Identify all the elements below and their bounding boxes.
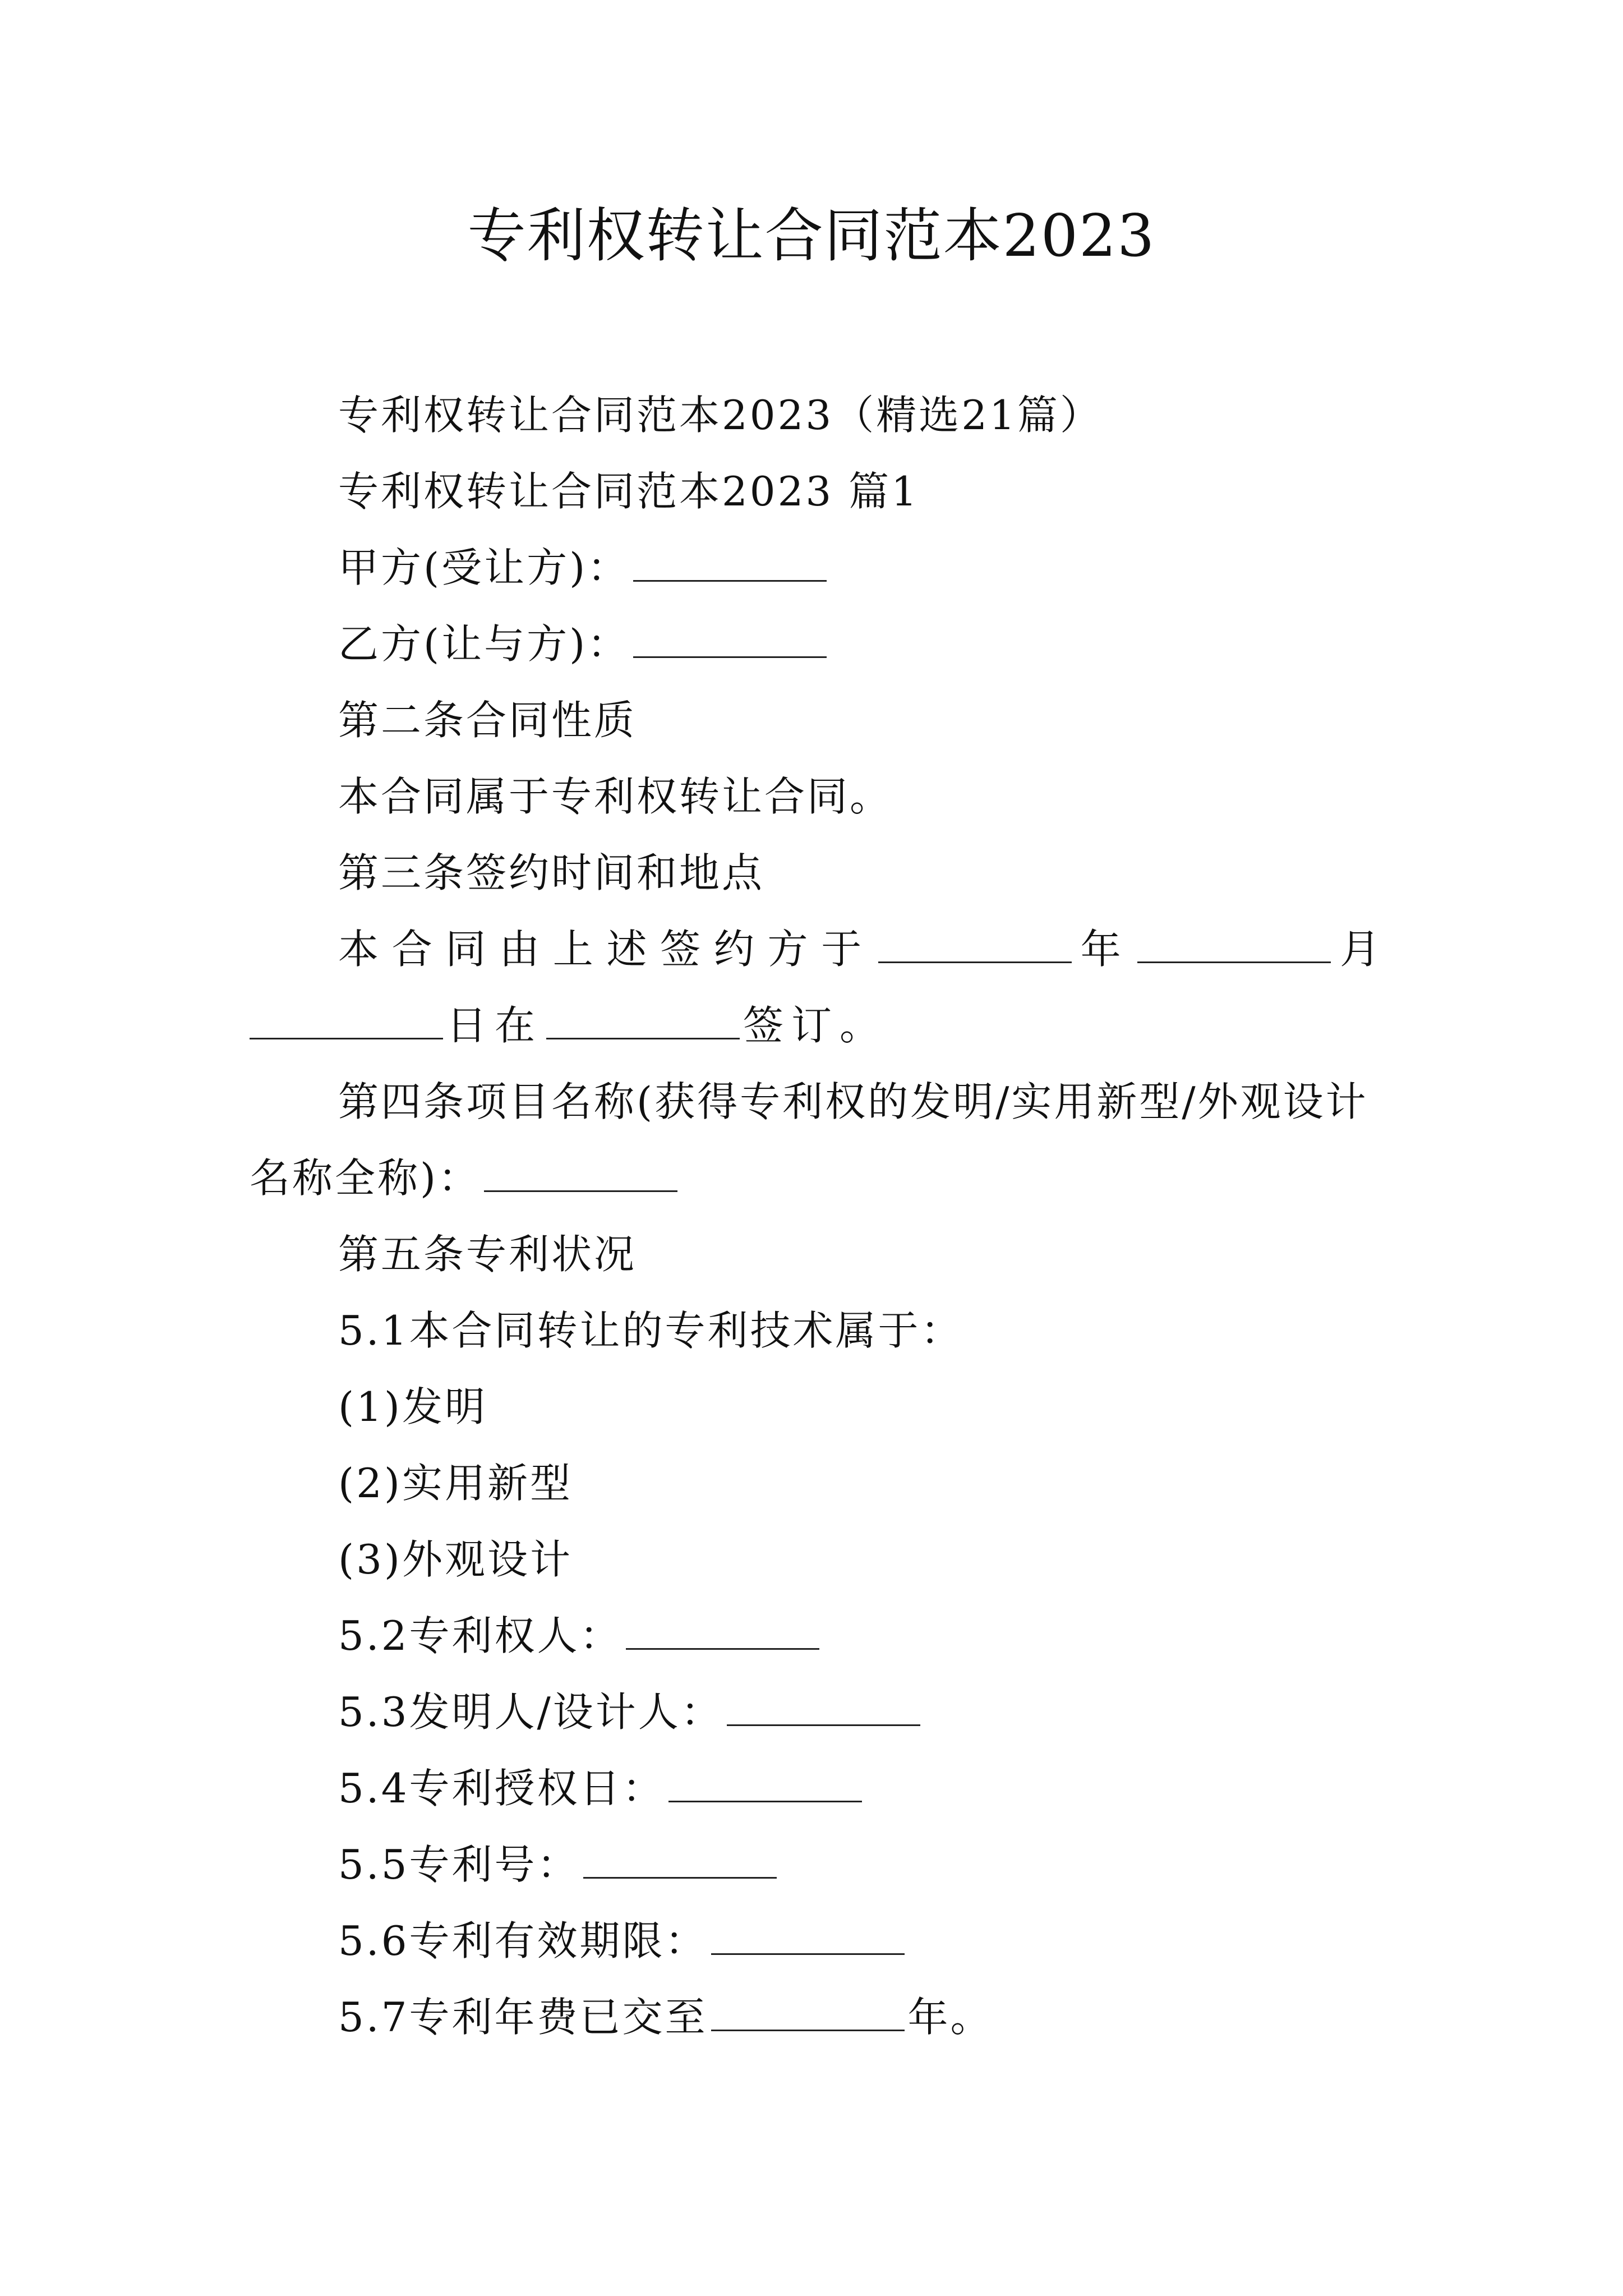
section-5-5 xyxy=(250,1826,1388,1903)
section-5-1: 5.1本合同转让的专利技术属于： xyxy=(338,1307,963,1354)
grant-date-blank xyxy=(668,1765,862,1802)
article-5-title: 第五条专利状况 xyxy=(338,1231,637,1278)
section-5-2 xyxy=(250,1598,1388,1674)
party-b-blank xyxy=(633,620,827,658)
patentee-label: 5.2专利权人： xyxy=(338,1612,623,1659)
section-5-7 xyxy=(250,1979,1388,2055)
section-5-3 xyxy=(250,1674,1388,1750)
year-label: 年 xyxy=(1075,926,1135,973)
option-2: (2)实用新型 xyxy=(338,1460,573,1507)
validity-label: 5.6专利有效期限： xyxy=(338,1917,708,1964)
inventor-label: 5.3发明人/设计人： xyxy=(338,1688,723,1736)
option-1: (1)发明 xyxy=(338,1383,487,1430)
article-3-text-start: 本合同由上述签约方于 xyxy=(338,926,875,973)
patentee-blank xyxy=(626,1612,819,1650)
article-3-title: 第三条签约时间和地点 xyxy=(338,849,765,896)
patent-number-blank xyxy=(583,1841,777,1879)
month-blank xyxy=(1137,926,1331,963)
annual-fee-label: 5.7专利年费已交至 xyxy=(338,1994,708,2041)
month-label: 月 xyxy=(1334,926,1388,973)
party-a-line xyxy=(250,530,1388,606)
article-3-body xyxy=(250,911,1388,1064)
party-a-label: 甲方(受让方)： xyxy=(338,544,630,591)
article-4-text: 第四条项目名称(获得专利权的发明/实用新型/外观设计名称全称)： xyxy=(250,1078,1368,1202)
project-name-blank xyxy=(484,1154,677,1192)
article-2-body: 本合同属于专利权转让合同。 xyxy=(338,773,893,820)
option-3: (3)外观设计 xyxy=(338,1536,573,1583)
grant-date-label: 5.4专利授权日： xyxy=(338,1765,665,1812)
year-blank xyxy=(878,926,1072,963)
subtitle-line: 专利权转让合同范本2023（精选21篇） xyxy=(338,392,1103,439)
annual-fee-blank xyxy=(711,1994,905,2031)
article-3-text-end: 签订。 xyxy=(743,1002,888,1049)
place-blank xyxy=(546,1002,740,1039)
article-4-line xyxy=(250,1064,1388,1216)
day-blank xyxy=(250,1002,443,1039)
patent-number-label: 5.5专利号： xyxy=(338,1841,580,1888)
party-a-blank xyxy=(633,544,827,582)
document-title: 专利权转让合同范本2023 xyxy=(467,201,1156,270)
section-5-4 xyxy=(250,1750,1388,1826)
section-5-6 xyxy=(250,1903,1388,1979)
validity-blank xyxy=(711,1917,905,1955)
document-body xyxy=(250,377,1388,2055)
party-b-line xyxy=(250,606,1388,682)
part-heading: 专利权转让合同范本2023 篇1 xyxy=(338,468,919,515)
article-2-title: 第二条合同性质 xyxy=(338,697,637,744)
annual-fee-year: 年。 xyxy=(907,1994,993,2041)
day-label: 日在 xyxy=(446,1002,543,1049)
inventor-blank xyxy=(727,1688,920,1726)
party-b-label: 乙方(让与方)： xyxy=(338,620,630,668)
